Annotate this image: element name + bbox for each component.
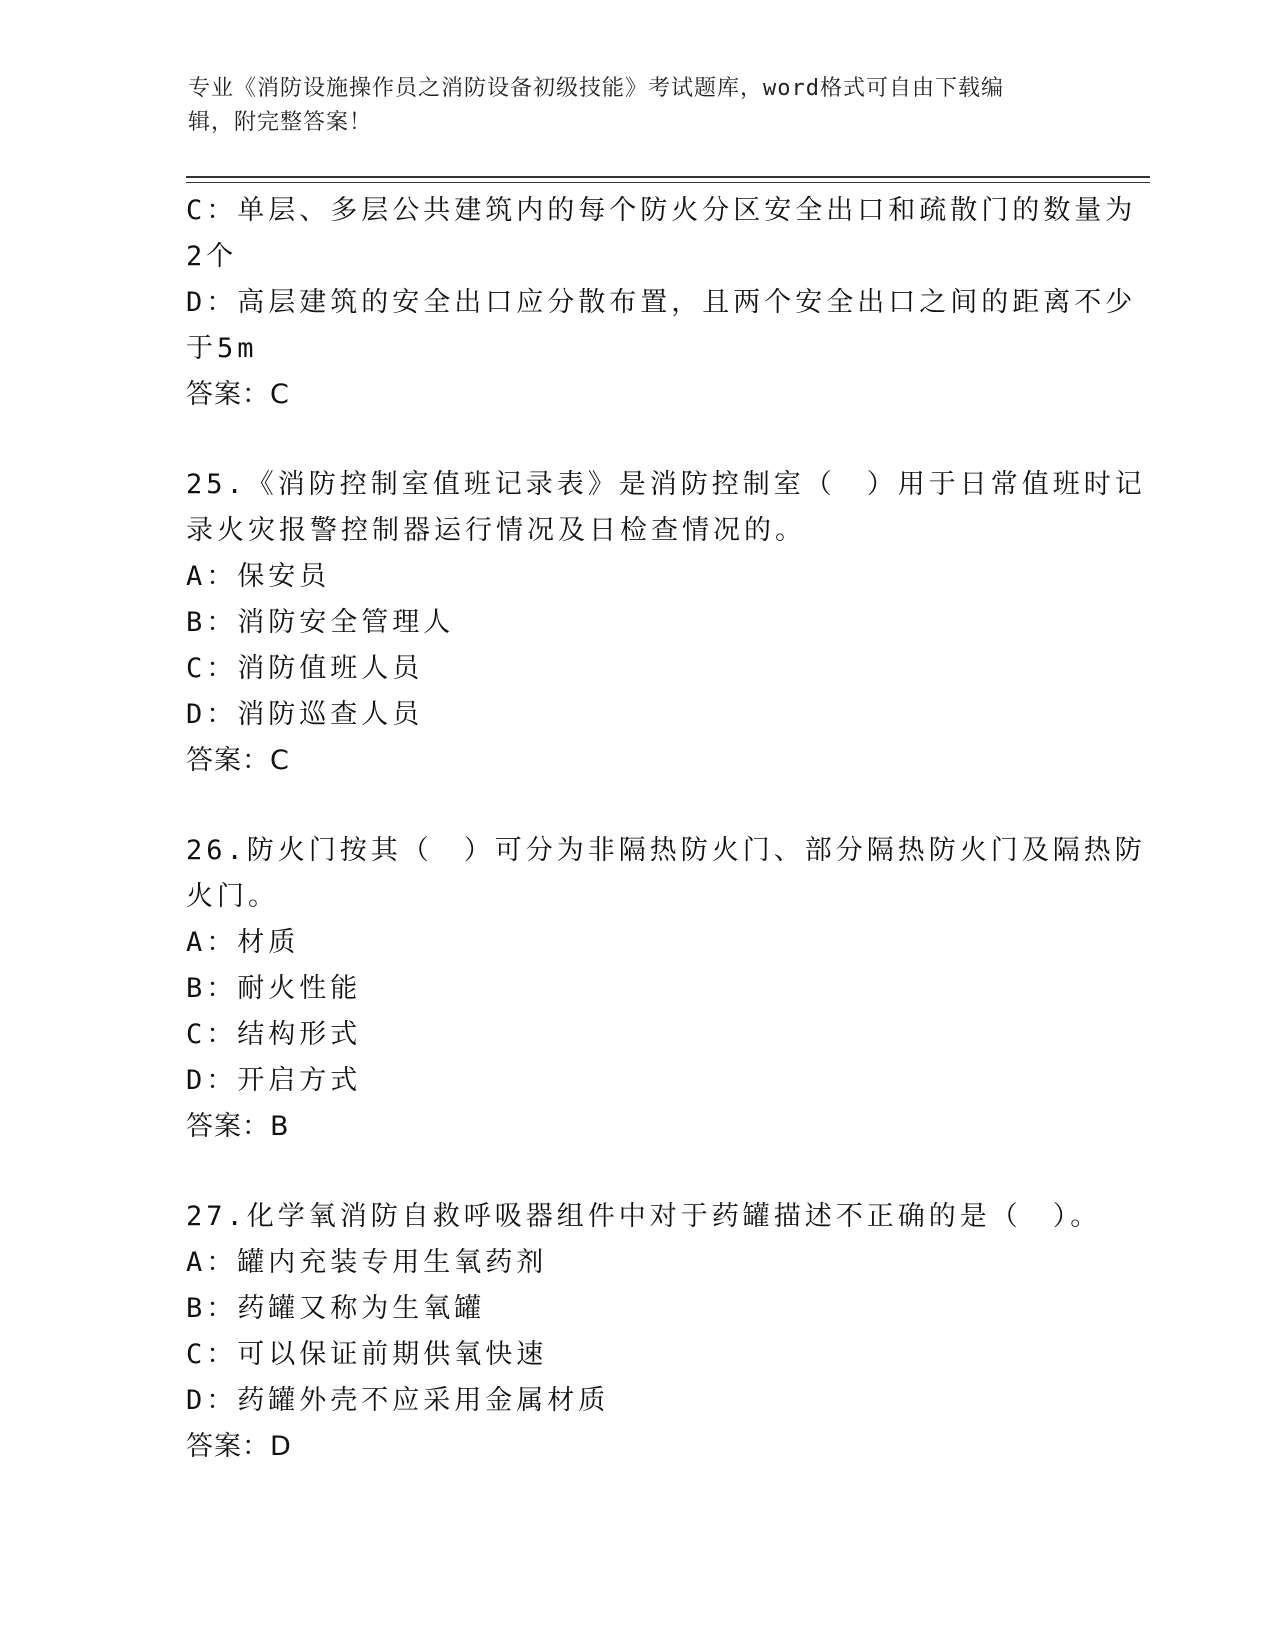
question-25: [186, 462, 1146, 784]
option-a: A：保安员: [186, 561, 331, 592]
option-c: C：可以保证前期供氧快速: [186, 1339, 548, 1370]
question-text: 27.化学氧消防自救呼吸器组件中对于药罐描述不正确的是（ ）。: [186, 1201, 1102, 1232]
spacer: [186, 1150, 1086, 1194]
option-a: A：材质: [186, 927, 300, 958]
header-line-2: 辑，附完整答案！: [188, 110, 373, 135]
question-27: [186, 1194, 1102, 1470]
option-d: D：高层建筑的安全出口应分散布置，且两个安全出口之间的距离不少: [186, 287, 1137, 318]
option-c: C：结构形式: [186, 1019, 362, 1050]
option-b: B：药罐又称为生氧罐: [186, 1293, 486, 1324]
option-d-cont: 于5m: [186, 333, 258, 364]
header-line-1: 专业《消防设施操作员之消防设备初级技能》考试题库，word格式可自由下载编: [188, 76, 1004, 101]
option-c: C：消防值班人员: [186, 653, 424, 684]
option-c: C：单层、多层公共建筑内的每个防火分区安全出口和疏散门的数量为: [186, 195, 1137, 226]
answer: 答案：B: [186, 1111, 290, 1142]
option-d: D：开启方式: [186, 1065, 362, 1096]
question-text: 26.防火门按其（ ）可分为非隔热防火门、部分隔热防火门及隔热防: [186, 835, 1146, 866]
spacer: [186, 784, 1086, 828]
question-24-tail: [186, 188, 1137, 418]
spacer: [186, 418, 1086, 462]
option-b: B：消防安全管理人: [186, 607, 455, 638]
question-text-cont: 录火灾报警控制器运行情况及日检查情况的。: [186, 515, 806, 546]
answer: 答案：D: [186, 1431, 292, 1462]
answer: 答案：C: [186, 379, 290, 410]
option-c-cont: 2个: [186, 241, 238, 272]
option-a: A：罐内充装专用生氧药剂: [186, 1247, 548, 1278]
question-list: [186, 188, 1146, 1470]
header-divider: [186, 176, 1150, 183]
question-text: 25.《消防控制室值班记录表》是消防控制室（ ）用于日常值班时记: [186, 469, 1146, 500]
option-d: D：消防巡查人员: [186, 699, 424, 730]
option-d: D：药罐外壳不应采用金属材质: [186, 1385, 610, 1416]
question-text-cont: 火门。: [186, 881, 279, 912]
question-26: [186, 828, 1146, 1150]
answer: 答案：C: [186, 745, 290, 776]
document-header: [188, 72, 1068, 140]
option-b: B：耐火性能: [186, 973, 362, 1004]
